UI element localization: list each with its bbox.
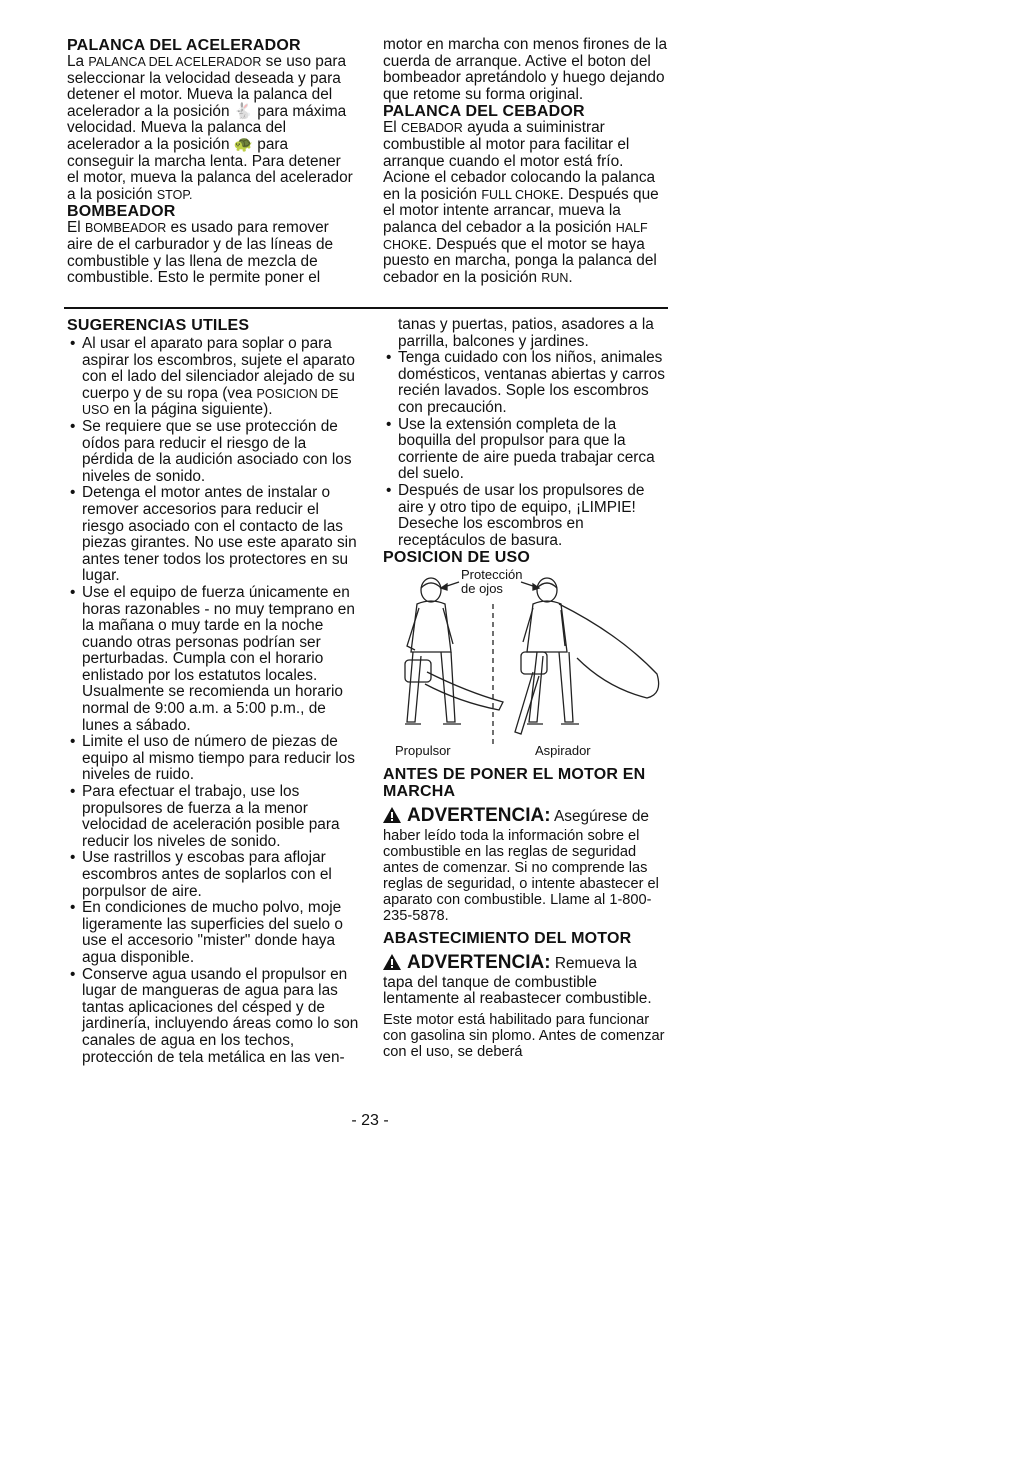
list-item-continued: tanas y puertas, patios, asadores a la parrilla, balcones y jardines.	[398, 316, 654, 350]
text-smallcaps: FULL CHOKE	[481, 187, 560, 202]
text: es usado para remover aire de el carburador y de las líneas de combustible y las llena de mezcla de combustible. Esto le permite poner el	[67, 219, 334, 287]
text: para conseguir la marcha lenta. Para detener el motor, mueva la palanca del acelerador a la posición	[67, 135, 353, 203]
text: para máxima velocidad. Mueva la palanca del acelerador a la posición	[67, 102, 347, 153]
text: Al usar el aparato para soplar o para aspirar los escombros, sujete el aparato con el lado del silenciador alejado de su cuerpo y de su ropa (vea	[82, 335, 355, 402]
heading-palanca-cebador: PALANCA DEL CEBADOR	[383, 103, 585, 121]
column-top-right	[383, 37, 668, 286]
column-top-left	[67, 37, 357, 287]
text-smallcaps: BOMBEADOR	[84, 221, 167, 236]
text: ayuda a suiministrar combustible al motor para facilitar el arranque cuando el motor está frío. Acione el cebador colocando la palanca en la posición	[383, 119, 656, 203]
text-smallcaps: POSICION DE USO	[82, 386, 339, 418]
tips-list-cont	[383, 350, 668, 549]
figure-label-proteccion: Protección	[461, 567, 523, 583]
paragraph-gasolina: Este motor está habilitado para funcionar con gasolina sin plomo. Antes de comenzar con el uso, se deberá	[383, 1011, 665, 1060]
list-item: • Limite el uso de número de piezas de equipo al mismo tiempo para reducir los niveles de ruido.	[67, 734, 359, 784]
heading-posicion-uso: POSICION DE USO	[383, 549, 531, 567]
list-item	[67, 336, 359, 419]
turtle-icon: 🐢	[233, 135, 254, 153]
list-item: • Conserve agua usando el propulsor en lugar de mangueras de agua para las tantas aplicaciones del césped y de jardinería, incluyendo áreas como lo son canales de agua en los techos, protección de tela metálica en las ven-	[67, 967, 359, 1067]
list-item: • Tenga cuidado con los niños, animales domésticos, ventanas abiertas y carros recién lavados. Sople los escombros con precaución.	[383, 350, 668, 416]
paragraph-bombeador	[67, 220, 357, 286]
text: . Después que el motor intente arrancar, mueva la palanca del cebador a la posición	[383, 185, 659, 236]
warning-triangle-icon	[383, 807, 401, 828]
text-smallcaps: RUN	[541, 270, 569, 285]
text: La	[67, 53, 89, 70]
heading-antes-de-poner: ANTES DE PONER EL MOTOR EN MARCHA	[383, 766, 646, 801]
heading-sugerencias: SUGERENCIAS UTILES	[67, 317, 250, 334]
paragraph-acelerador	[67, 54, 357, 203]
list-item: • En condiciones de mucho polvo, moje ligeramente las superficies del suelo o use el accesorio "mister" donde haya agua disponible.	[67, 900, 359, 966]
figure-caption-propulsor: Propulsor	[395, 743, 451, 759]
heading-bombeador: BOMBEADOR	[67, 203, 176, 221]
text-smallcaps: STOP.	[156, 187, 193, 202]
text: .	[568, 268, 573, 286]
list-item: • Después de usar los propulsores de aire y otro tipo de equipo, ¡LIMPIE! Deseche los escombros en receptáculos de basura.	[383, 483, 668, 549]
page-number: - 23 -	[351, 1112, 389, 1129]
warning-body: tapa del tanque de combustible lentamente al reabastecer combustible.	[383, 973, 652, 1008]
warning-lead: Asegúrese de	[550, 808, 649, 826]
list-item: • Para efectuar el trabajo, use los propulsores de fuerza a la menor velocidad de aceleración posible para reducir los niveles de sonido.	[67, 784, 359, 850]
list-item: • Detenga el motor antes de instalar o remover accesorios para reducir el riesgo asociado con el contacto de las piezas girantes. No use este aparato sin antes tener todos los protectores en su lugar.	[67, 485, 359, 585]
heading-palanca-acelerador: PALANCA DEL ACELERADOR	[67, 37, 301, 54]
column-bottom-right	[383, 317, 668, 1060]
warning-title: ADVERTENCIA:	[407, 805, 551, 827]
text-smallcaps: PALANCA DEL ACELERADOR	[88, 55, 262, 69]
text: El	[383, 119, 401, 137]
text: . Después que el motor se haya puesto en marcha, ponga la palanca del cebador en la posición	[383, 235, 657, 286]
warning-body: haber leído toda la información sobre el combustible en las reglas de seguridad antes de comenzar. Si no comprende las reglas de seguridad, o intente abastecer el aparato con combustible. Llame al 1-800-235-5878.	[383, 827, 659, 924]
rabbit-icon: 🐇	[233, 102, 254, 120]
figure-label-de-ojos: de ojos	[461, 581, 503, 597]
section-divider	[64, 307, 668, 309]
warning-block-1	[383, 806, 668, 924]
text: El	[67, 219, 85, 237]
list-item: • Se requiere que se use protección de oídos para reducir el riesgo de la pérdida de la audición asociado con los niveles de sonido.	[67, 419, 359, 485]
column-bottom-left	[67, 317, 359, 1066]
paragraph-cebador	[383, 120, 668, 286]
paragraph-bombeador-cont: motor en marcha con menos firones de la cuerda de arranque. Active el boton del bombeador apretándolo y huego dejando que retome su forma original.	[383, 36, 668, 103]
figure-caption-aspirador: Aspirador	[535, 743, 591, 759]
warning-title: ADVERTENCIA:	[407, 951, 551, 973]
text-smallcaps: HALF CHOKE	[383, 220, 648, 252]
tips-list	[67, 336, 359, 1066]
text: en la página siguiente).	[109, 401, 273, 419]
list-item: • Use rastrillos y escobas para aflojar escombros antes de soplarlos con el porpulsor de aire.	[67, 850, 359, 900]
warning-lead: Remueva la	[550, 954, 637, 972]
usage-position-figure	[383, 568, 668, 758]
list-item: • Use la extensión completa de la boquilla del propulsor para que la corriente de aire pueda trabajar cerca del suelo.	[383, 417, 668, 483]
operators-illustration	[383, 568, 668, 758]
warning-triangle-icon	[383, 954, 401, 975]
list-item: • Use el equipo de fuerza únicamente en horas razonables - no muy temprano en la mañana o muy tarde en la noche cuando otras personas podrían ser perturbadas. Cumpla con el horario enlistado por los estatutos locales. Usualmente se recomienda un horario normal de 9:00 a.m. a 5:00 p.m., de lunes a sábado.	[67, 585, 359, 734]
warning-block-2	[383, 953, 668, 1008]
heading-abastecimiento: ABASTECIMIENTO DEL MOTOR	[383, 929, 632, 947]
text-smallcaps: CEBADOR	[400, 121, 463, 136]
text: se uso para seleccionar la velocidad deseada y para detener el motor. Mueva la palanca del acelerador a la posición	[67, 53, 347, 120]
